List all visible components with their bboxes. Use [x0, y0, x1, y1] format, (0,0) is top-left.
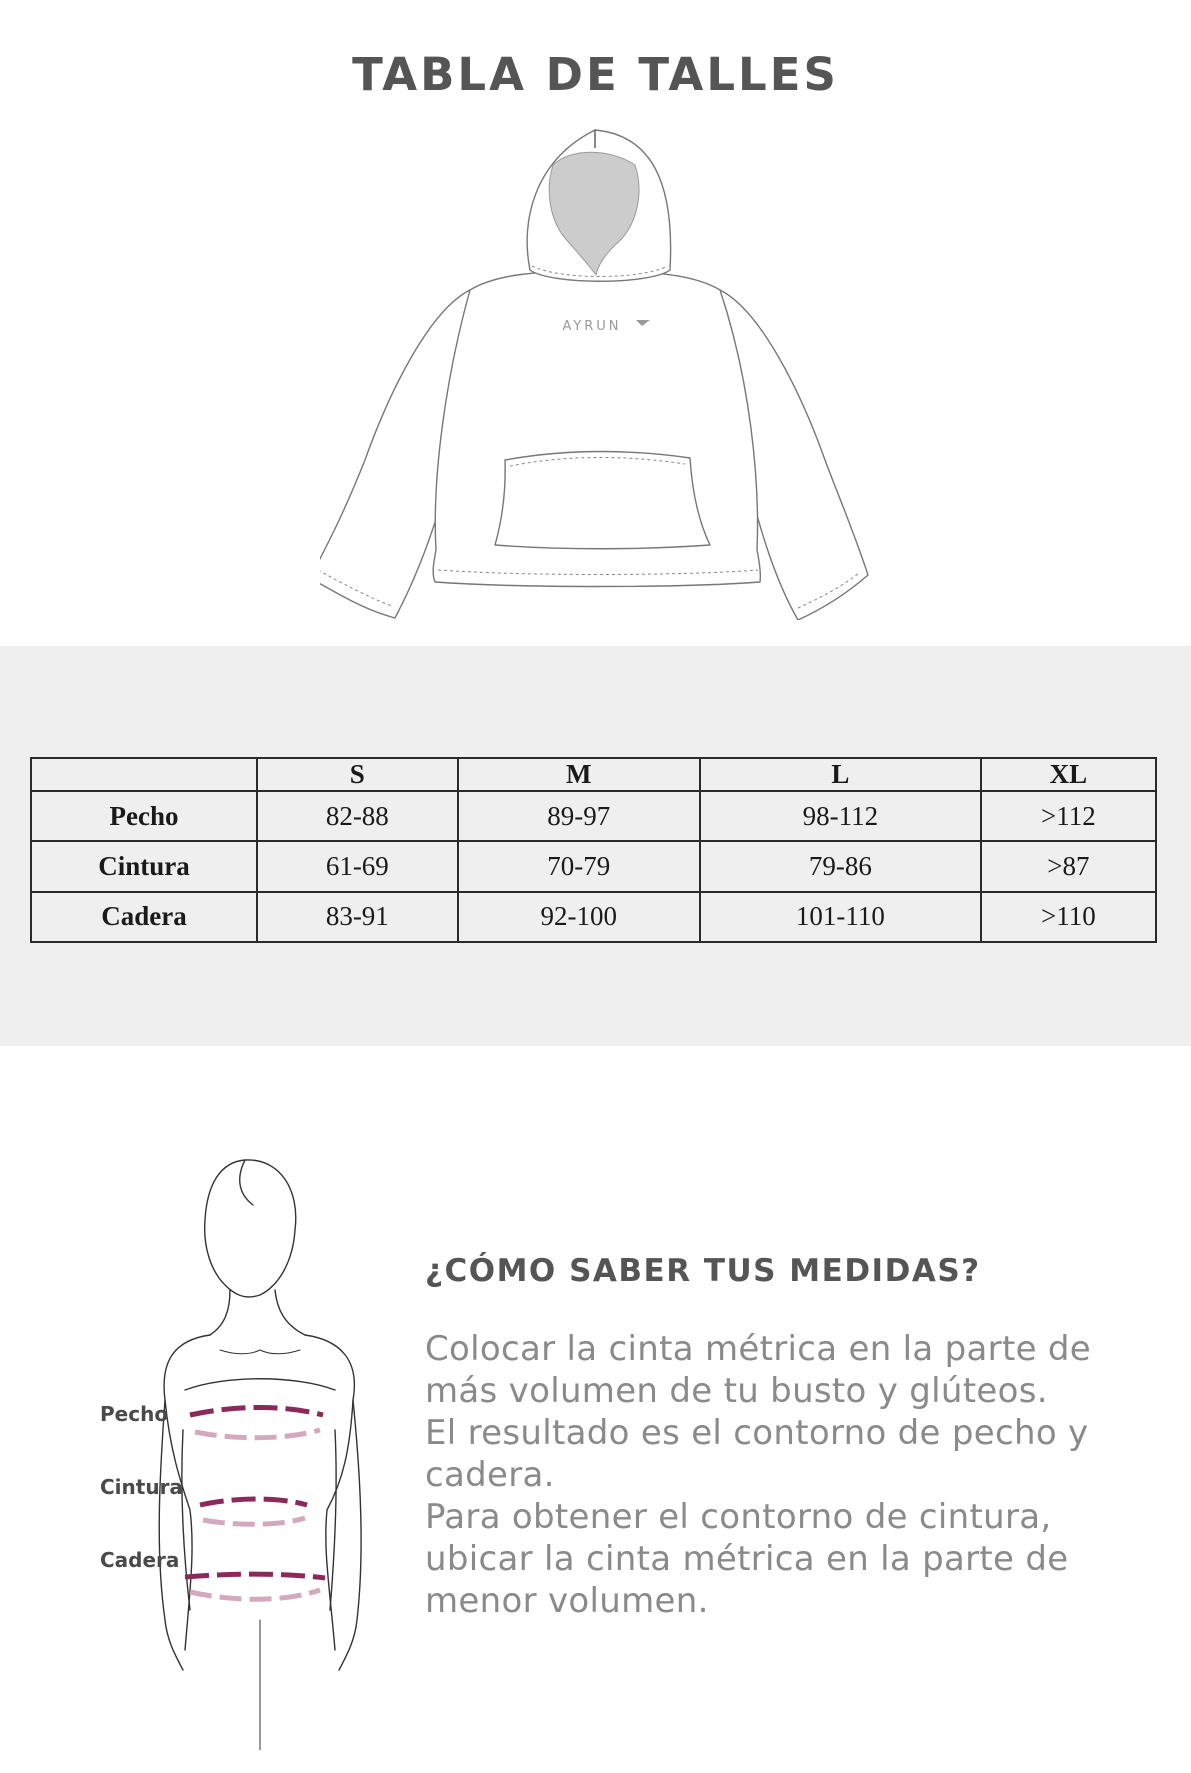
table-cell: >110 — [981, 892, 1156, 942]
howto-line: Para obtener el contorno de cintura, — [425, 1497, 1052, 1537]
label-pecho: Pecho — [100, 1402, 169, 1426]
label-cadera: Cadera — [100, 1548, 180, 1572]
table-cell: 61-69 — [257, 841, 458, 891]
table-cell: 89-97 — [458, 791, 700, 841]
body-measurement-figure — [95, 1150, 425, 1750]
table-cell: 82-88 — [257, 791, 458, 841]
table-cell: 70-79 — [458, 841, 700, 891]
page-title: TABLA DE TALLES — [352, 48, 839, 101]
table-cell: >112 — [981, 791, 1156, 841]
size-header-xl: XL — [981, 758, 1156, 791]
table-cell: >87 — [981, 841, 1156, 891]
howto-line: ubicar la cinta métrica en la parte de — [425, 1539, 1069, 1579]
table-cell: 79-86 — [700, 841, 981, 891]
table-cell: 83-91 — [257, 892, 458, 942]
howto-line: más volumen de tu busto y glúteos. — [425, 1371, 1048, 1411]
size-header-l: L — [700, 758, 981, 791]
howto-line: Colocar la cinta métrica en la parte de — [425, 1329, 1092, 1369]
size-header-row — [31, 758, 1156, 791]
size-table-section — [0, 646, 1191, 1046]
label-cintura: Cintura — [100, 1475, 183, 1499]
size-header-m: M — [458, 758, 700, 791]
table-row — [31, 892, 1156, 942]
howto-line: cadera. — [425, 1455, 555, 1495]
table-cell: 98-112 — [700, 791, 981, 841]
row-label: Cintura — [31, 841, 257, 891]
table-row — [31, 791, 1156, 841]
row-label: Cadera — [31, 892, 257, 942]
size-header-s: S — [257, 758, 458, 791]
howto-title: ¿CÓMO SABER TUS MEDIDAS? — [425, 1253, 981, 1289]
hoodie-illustration — [320, 120, 880, 620]
table-cell: 92-100 — [458, 892, 700, 942]
table-row — [31, 841, 1156, 891]
row-label: Pecho — [31, 791, 257, 841]
brand-logo: AYRUN — [562, 319, 622, 334]
table-cell: 101-110 — [700, 892, 981, 942]
empty-corner-cell — [31, 758, 257, 791]
howto-instructions — [425, 1328, 1125, 1622]
howto-line: menor volumen. — [425, 1581, 709, 1621]
size-table — [30, 757, 1157, 943]
howto-line: El resultado es el contorno de pecho y — [425, 1413, 1089, 1453]
